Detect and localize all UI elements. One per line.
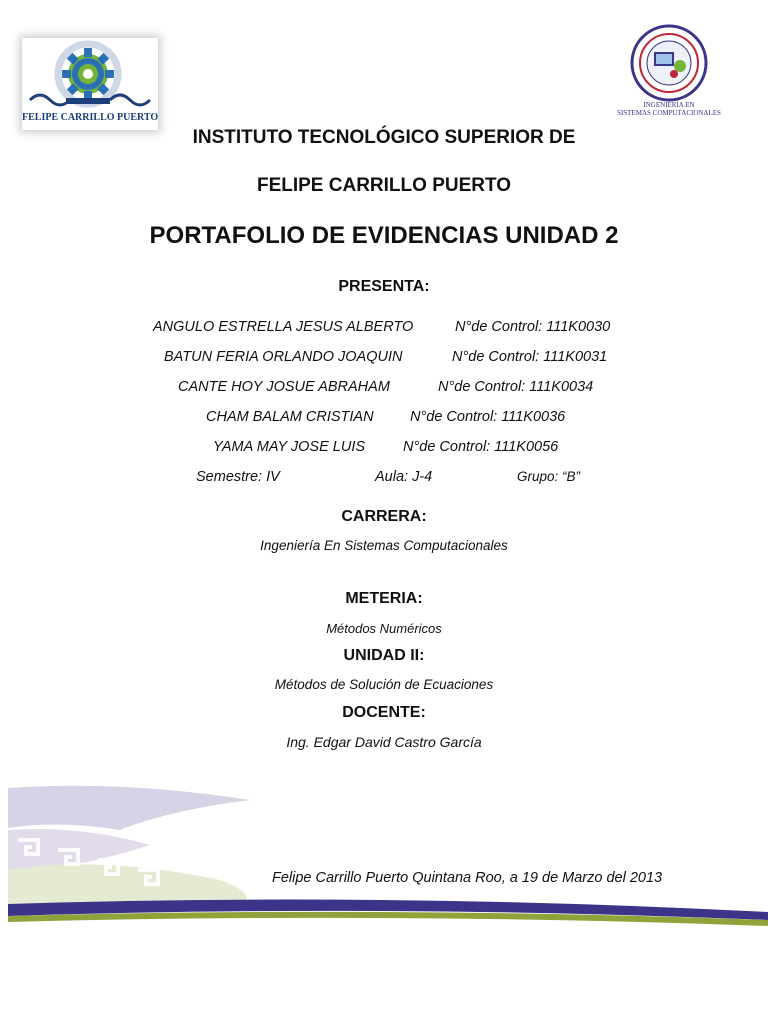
logo-caption: FELIPE CARRILLO PUERTO — [22, 112, 159, 123]
semestre-label: Semestre: IV — [196, 469, 280, 485]
footer-decoration — [0, 770, 768, 940]
materia-value: Métodos Numéricos — [326, 621, 442, 636]
unidad-heading: UNIDAD II: — [343, 647, 425, 664]
carrera-heading: CARRERA: — [341, 508, 427, 525]
carrera-value: Ingeniería En Sistemas Computacionales — [260, 538, 508, 553]
student-control: N°de Control: 111K0056 — [403, 439, 559, 455]
career-seal-icon — [614, 24, 724, 102]
career-logo-line1: INGENIERÍA EN — [643, 101, 695, 109]
institute-name-line2: FELIPE CARRILLO PUERTO — [256, 175, 512, 196]
docente-heading: DOCENTE: — [342, 704, 426, 721]
unidad-value: Métodos de Solución de Ecuaciones — [274, 677, 494, 692]
career-logo-caption — [614, 101, 724, 117]
docente-value: Ing. Edgar David Castro García — [286, 734, 482, 750]
career-logo — [614, 24, 724, 118]
student-control: N°de Control: 111K0036 — [410, 409, 566, 425]
student-control: N°de Control: 111K0031 — [452, 349, 608, 365]
document-title: PORTAFOLIO DE EVIDENCIAS UNIDAD 2 — [149, 222, 619, 249]
student-name: CHAM BALAM CRISTIAN — [206, 409, 374, 425]
grupo-label: Grupo: “B” — [517, 469, 581, 484]
aula-label: Aula: J-4 — [375, 469, 433, 485]
institute-name-line1: INSTITUTO TECNOLÓGICO SUPERIOR DE — [192, 127, 576, 148]
institute-logo — [22, 38, 158, 130]
presenta-heading: PRESENTA: — [338, 278, 430, 295]
materia-heading: METERIA: — [345, 590, 423, 607]
footer-date-line: Felipe Carrillo Puerto Quintana Roo, a 19 de Marzo del 2013 — [272, 870, 663, 886]
student-name: CANTE HOY JOSUE ABRAHAM — [178, 379, 390, 395]
student-control: N°de Control: 111K0034 — [438, 379, 594, 395]
student-name: YAMA MAY JOSE LUIS — [213, 439, 366, 455]
student-control: N°de Control: 111K0030 — [455, 319, 611, 335]
student-name: ANGULO ESTRELLA JESUS ALBERTO — [153, 319, 414, 335]
student-name: BATUN FERIA ORLANDO JOAQUIN — [164, 349, 403, 365]
career-logo-line2: SISTEMAS COMPUTACIONALES — [617, 109, 721, 117]
